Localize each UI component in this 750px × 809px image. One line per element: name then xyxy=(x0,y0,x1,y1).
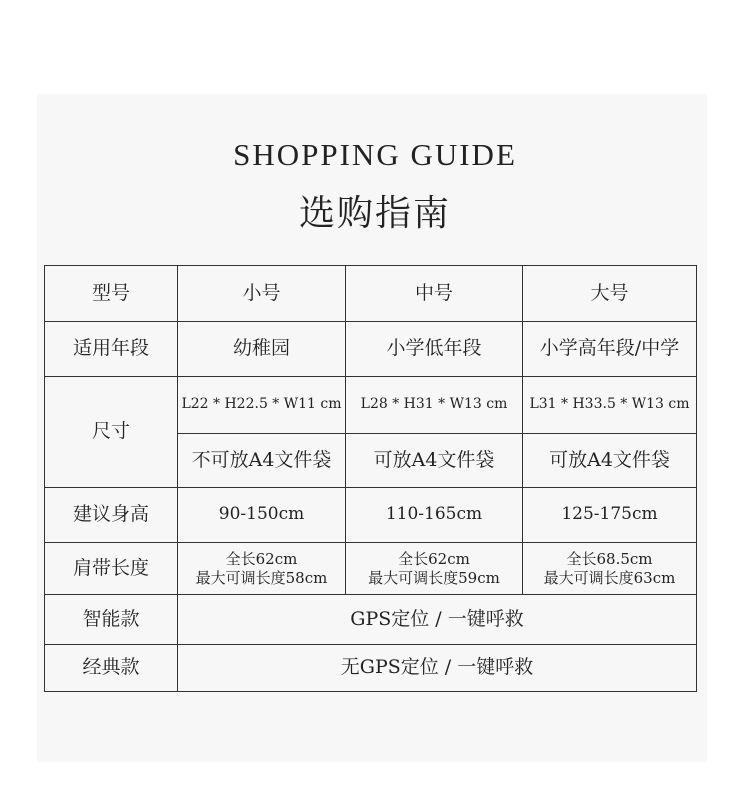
dimensions-medium: L28 * H31 * W13 cm xyxy=(360,396,508,413)
classic-features: 无GPS定位 / 一键呼救 xyxy=(340,656,534,679)
row-label-strap: 肩带长度 xyxy=(72,556,149,579)
row-label-smart: 智能款 xyxy=(82,607,140,630)
a4-medium: 可放A4文件袋 xyxy=(373,448,495,471)
strap-total: 全长68.5cm xyxy=(566,549,653,568)
dimensions-small: L22 * H22.5 * W11 cm xyxy=(181,396,342,413)
strap-total: 全长62cm xyxy=(398,549,470,568)
smart-features: GPS定位 / 一键呼救 xyxy=(350,607,524,630)
row-label-age: 适用年段 xyxy=(72,337,149,360)
page-title-zh: 选购指南 xyxy=(298,193,451,234)
row-label-model: 型号 xyxy=(91,281,130,304)
header-large: 大号 xyxy=(590,281,629,304)
height-medium: 110-165cm xyxy=(385,504,483,525)
row-label-height: 建议身高 xyxy=(72,503,149,526)
row-label-dimensions: 尺寸 xyxy=(91,420,130,443)
header-small: 小号 xyxy=(242,281,281,304)
a4-small: 不可放A4文件袋 xyxy=(191,448,332,471)
strap-adjustable: 最大可调长度63cm xyxy=(543,568,676,587)
strap-adjustable: 最大可调长度58cm xyxy=(195,568,328,587)
age-medium: 小学低年段 xyxy=(386,337,482,360)
strap-large xyxy=(523,543,696,594)
strap-total: 全长62cm xyxy=(225,549,298,568)
dimensions-large: L31 * H33.5 * W13 cm xyxy=(529,396,690,413)
age-small: 幼稚园 xyxy=(232,337,290,360)
height-small: 90-150cm xyxy=(218,504,305,525)
a4-large: 可放A4文件袋 xyxy=(549,448,670,471)
page-title-en: SHOPPING GUIDE xyxy=(233,137,517,172)
header-medium: 中号 xyxy=(414,281,453,304)
strap-medium xyxy=(346,543,522,594)
strap-small xyxy=(178,543,345,594)
size-guide-table xyxy=(44,265,697,692)
height-large: 125-175cm xyxy=(561,504,658,525)
row-label-classic: 经典款 xyxy=(82,656,140,679)
strap-adjustable: 最大可调长度59cm xyxy=(368,568,500,587)
age-large: 小学高年段/中学 xyxy=(539,337,680,360)
